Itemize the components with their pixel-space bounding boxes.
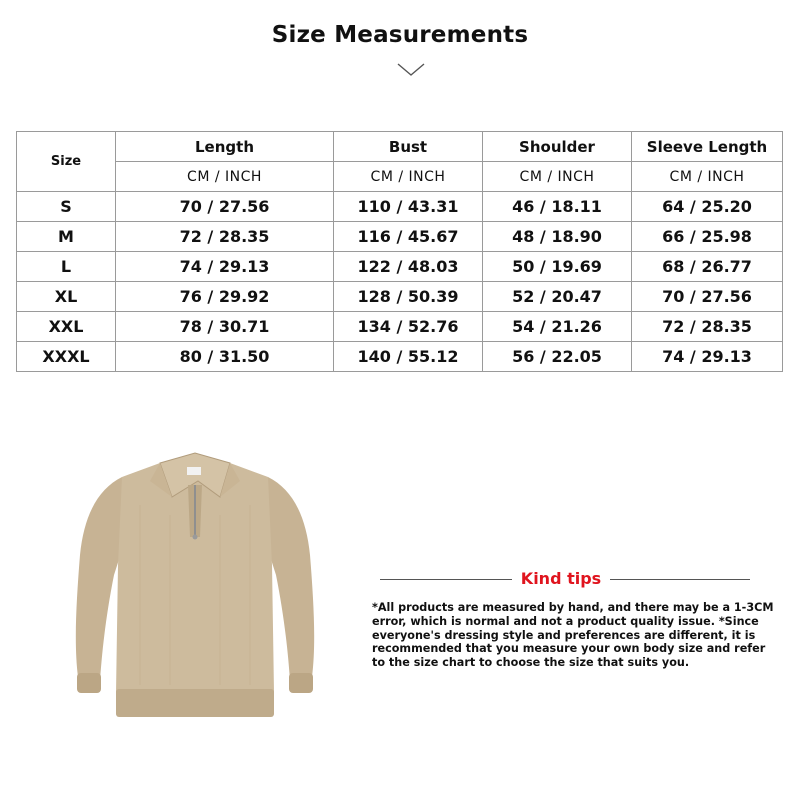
shirt-icon [76, 453, 314, 717]
column-header-sleeve-length: Sleeve Length [632, 132, 783, 162]
size-cell: L [17, 252, 116, 282]
sleeve-length-cell: 64 / 25.20 [632, 192, 783, 222]
divider-line [610, 579, 750, 580]
unit-label: CM / INCH [116, 162, 334, 192]
kind-tips-text: *All products are measured by hand, and there may be a 1-3CM error, which is normal and not a product quality issue. *Since everyone's dressing style and preferences are different, it is recommended that you measure your own body size and refer to the size chart to choose the size that suits you. [372, 601, 774, 670]
unit-label: CM / INCH [483, 162, 632, 192]
table-row [17, 282, 783, 312]
bust-cell: 116 / 45.67 [334, 222, 483, 252]
shoulder-cell: 48 / 18.90 [483, 222, 632, 252]
table-row [17, 222, 783, 252]
length-cell: 76 / 29.92 [116, 282, 334, 312]
table-row [17, 252, 783, 282]
page-title: Size Measurements [271, 22, 529, 48]
shoulder-cell: 46 / 18.11 [483, 192, 632, 222]
product-image [60, 445, 330, 725]
header-row [17, 132, 783, 162]
size-column-header: Size [17, 132, 116, 192]
size-cell: M [17, 222, 116, 252]
size-cell: S [17, 192, 116, 222]
table-row [17, 192, 783, 222]
kind-tips-heading [380, 568, 750, 590]
kind-tips-title: Kind tips [520, 569, 602, 588]
bust-cell: 128 / 50.39 [334, 282, 483, 312]
bust-cell: 140 / 55.12 [334, 342, 483, 372]
shoulder-cell: 54 / 21.26 [483, 312, 632, 342]
shoulder-cell: 50 / 19.69 [483, 252, 632, 282]
sleeve-length-cell: 68 / 26.77 [632, 252, 783, 282]
column-header-shoulder: Shoulder [483, 132, 632, 162]
size-cell: XL [17, 282, 116, 312]
length-cell: 80 / 31.50 [116, 342, 334, 372]
size-table [16, 131, 783, 372]
chevron-down-icon [396, 62, 426, 78]
shoulder-cell: 52 / 20.47 [483, 282, 632, 312]
divider-line [380, 579, 512, 580]
size-cell: XXXL [17, 342, 116, 372]
shoulder-cell: 56 / 22.05 [483, 342, 632, 372]
length-cell: 70 / 27.56 [116, 192, 334, 222]
unit-label: CM / INCH [632, 162, 783, 192]
length-cell: 78 / 30.71 [116, 312, 334, 342]
sleeve-length-cell: 66 / 25.98 [632, 222, 783, 252]
unit-row [17, 162, 783, 192]
sleeve-length-cell: 74 / 29.13 [632, 342, 783, 372]
column-header-bust: Bust [334, 132, 483, 162]
bust-cell: 122 / 48.03 [334, 252, 483, 282]
sleeve-length-cell: 70 / 27.56 [632, 282, 783, 312]
size-cell: XXL [17, 312, 116, 342]
length-cell: 72 / 28.35 [116, 222, 334, 252]
unit-label: CM / INCH [334, 162, 483, 192]
table-row [17, 312, 783, 342]
table-row [17, 342, 783, 372]
bust-cell: 110 / 43.31 [334, 192, 483, 222]
sleeve-length-cell: 72 / 28.35 [632, 312, 783, 342]
length-cell: 74 / 29.13 [116, 252, 334, 282]
bust-cell: 134 / 52.76 [334, 312, 483, 342]
column-header-length: Length [116, 132, 334, 162]
